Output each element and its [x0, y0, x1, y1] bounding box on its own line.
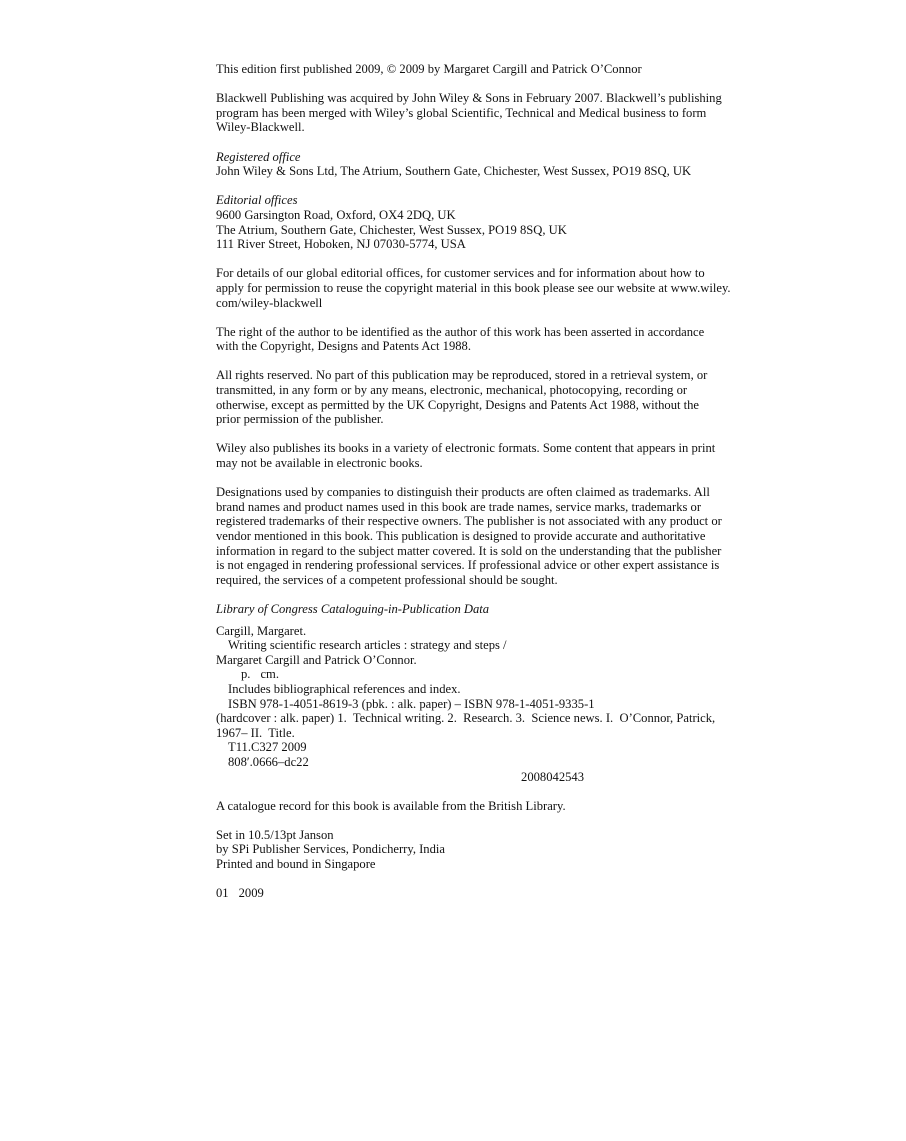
right-of-author-line: The right of the author to be identified as the author of this work has been asserted in accordance [216, 324, 705, 339]
electronic-formats-line: may not be available in electronic books. [216, 456, 423, 471]
print-impression: 01 [216, 886, 229, 901]
rights-reserved-line: prior permission of the publisher. [216, 412, 384, 427]
cip-authors: Margaret Cargill and Patrick O’Connor. [216, 652, 417, 667]
cip-heading-text: Library of Congress Cataloguing-in-Publication Data [216, 601, 490, 616]
catalogue-record-line: A catalogue record for this book is available from the British Library. [216, 798, 566, 813]
rights-reserved-notice [216, 368, 744, 426]
designations-line: vendor mentioned in this book. This publication is designed to provide accurate and authoritative [216, 529, 706, 543]
cip-isbn: ISBN 978-1-4051-8619-3 (pbk. : alk. paper) – ISBN 978-1-4051-9335-1 [228, 696, 595, 711]
details-line: apply for permission to reuse the copyright material in this book please see our website at www.wiley. [216, 280, 731, 295]
registered-office-heading: Registered office [216, 149, 301, 164]
designations-line: required, the services of a competent professional should be sought. [216, 572, 558, 587]
right-of-author-notice [216, 325, 744, 354]
print-line [216, 886, 744, 901]
editorial-offices [216, 193, 744, 251]
print-year: 2009 [238, 886, 264, 901]
edition-notice [216, 62, 744, 77]
designations-line: is not engaged in rendering professional services. If professional advice or other expert assistance is [216, 558, 720, 573]
cip-dewey: 808′.0666–dc22 [228, 754, 309, 769]
editorial-office-address: The Atrium, Southern Gate, Chichester, West Sussex, PO19 8SQ, UK [216, 222, 567, 237]
typesetting-notice [216, 828, 744, 872]
cip-bibliography: Includes bibliographical references and index. [228, 681, 461, 696]
electronic-formats-notice [216, 441, 744, 470]
cip-author: Cargill, Margaret. [216, 623, 307, 638]
cip-pages-cm: cm. [260, 667, 279, 682]
copyright-page [216, 62, 744, 915]
cip-pages [216, 667, 744, 682]
details-line: com/wiley-blackwell [216, 295, 323, 310]
cip-record [216, 624, 744, 785]
right-of-author-line: with the Copyright, Designs and Patents Act 1988. [216, 339, 472, 354]
print-line-text [216, 886, 744, 901]
cip-subjects: (hardcover : alk. paper) 1. Technical writing. 2. Research. 3. Science news. I. O’Connor, Patrick, [216, 711, 716, 726]
cip-lccn: 2008042543 [521, 769, 584, 784]
typesetting-line: Printed and bound in Singapore [216, 857, 376, 872]
designations-line: registered trademarks of their respective owners. The publisher is not associated with any product or [216, 514, 722, 529]
cip-pages-p: p. [241, 667, 251, 682]
designations-line: information in regard to the subject matter covered. It is sold on the understanding that the publisher [216, 543, 722, 558]
rights-reserved-line: All rights reserved. No part of this publication may be reproduced, stored in a retrieval system, or [216, 368, 708, 383]
registered-office-address: John Wiley & Sons Ltd, The Atrium, Southern Gate, Chichester, West Sussex, PO19 8SQ, UK [216, 164, 692, 179]
cip-subjects: 1967– II. Title. [216, 725, 295, 740]
acquisition-line: Blackwell Publishing was acquired by John Wiley & Sons in February 2007. Blackwell’s publishing [216, 91, 722, 106]
designations-line: Designations used by companies to distinguish their products are often claimed as trademarks. All [216, 485, 710, 500]
details-notice [216, 266, 744, 310]
acquisition-line: Wiley-Blackwell. [216, 120, 305, 135]
designations-notice [216, 485, 744, 587]
editorial-office-address: 111 River Street, Hoboken, NJ 07030-5774, USA [216, 237, 466, 252]
registered-office [216, 150, 744, 179]
cip-heading [216, 602, 744, 617]
electronic-formats-line: Wiley also publishes its books in a variety of electronic formats. Some content that appears in print [216, 441, 716, 456]
acquisition-line: program has been merged with Wiley’s global Scientific, Technical and Medical business to form [216, 105, 707, 120]
catalogue-record-notice [216, 799, 744, 814]
cip-call-number: T11.C327 2009 [228, 740, 307, 755]
editorial-office-address: 9600 Garsington Road, Oxford, OX4 2DQ, UK [216, 207, 456, 222]
rights-reserved-line: otherwise, except as permitted by the UK Copyright, Designs and Patents Act 1988, without the [216, 397, 700, 412]
typesetting-line: by SPi Publisher Services, Pondicherry, India [216, 842, 445, 857]
cip-title: Writing scientific research articles : strategy and steps / [228, 638, 507, 653]
rights-reserved-line: transmitted, in any form or by any means, electronic, mechanical, photocopying, recording or [216, 383, 688, 398]
details-line: For details of our global editorial offices, for customer services and for information about how to [216, 266, 705, 281]
designations-line: brand names and product names used in this book are trade names, service marks, trademarks or [216, 499, 702, 514]
editorial-offices-heading: Editorial offices [216, 193, 298, 208]
edition-line: This edition first published 2009, © 2009 by Margaret Cargill and Patrick O’Connor [216, 62, 642, 76]
typesetting-line: Set in 10.5/13pt Janson [216, 827, 334, 842]
acquisition-notice [216, 91, 744, 135]
